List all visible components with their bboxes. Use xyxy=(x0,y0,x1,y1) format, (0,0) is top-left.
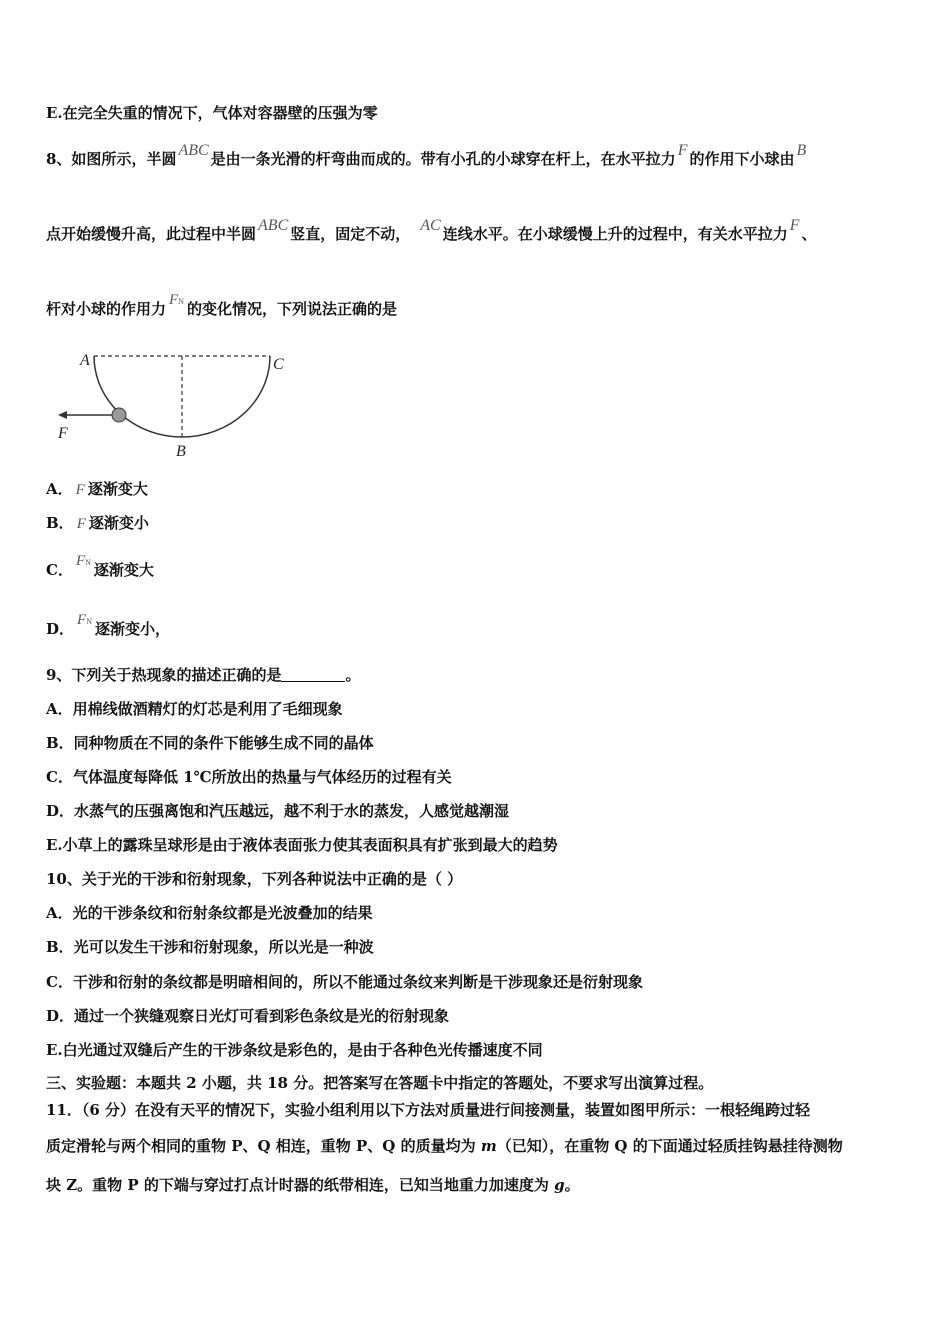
text: E.在完全失重的情况下，气体对容器壁的压强为零 xyxy=(46,104,378,122)
option-letter: C． xyxy=(46,561,73,579)
text: C．气体温度每降低 1℃所放出的热量与气体经历的过程有关 xyxy=(46,768,452,786)
text: 块 Z。重物 P 的下端与穿过打点计时器的纸带相连，已知当地重力加速度为 xyxy=(46,1176,555,1194)
var-m: m xyxy=(480,1137,497,1155)
math-fn xyxy=(169,292,184,308)
math-f: F xyxy=(789,217,800,234)
math-f: F xyxy=(677,142,688,159)
q11-line1 xyxy=(46,1100,810,1120)
q10-option-b xyxy=(46,937,374,957)
label-f: F xyxy=(58,425,68,442)
q8-stem-line2 xyxy=(46,217,817,245)
text: 的变化情况，下列说法正确的是 xyxy=(186,300,397,318)
text: E.小草上的露珠呈球形是由于液体表面张力使其表面积具有扩张到最大的趋势 xyxy=(46,836,558,854)
option-letter: D． xyxy=(46,620,75,638)
math-fn xyxy=(76,553,91,569)
text: 、 xyxy=(801,225,817,243)
text: 三、实验题：本题共 2 小题，共 18 分。把答案写在答题卡中指定的答题处，不要求写出演算过程。 xyxy=(46,1074,714,1092)
option-letter: B． xyxy=(46,514,74,532)
text: C．干涉和衍射的条纹都是明暗相间的，所以不能通过条纹来判断是干涉现象还是衍射现象 xyxy=(46,973,643,991)
fn-main: F xyxy=(169,292,179,308)
q8-option-b xyxy=(46,513,149,534)
q10-option-d xyxy=(46,1006,449,1026)
text: 8、如图所示，半圆 xyxy=(46,150,177,168)
text: B．同种物质在不同的条件下能够生成不同的晶体 xyxy=(46,734,374,752)
math-fn xyxy=(77,612,92,628)
text: 9、下列关于热现象的描述正确的是 xyxy=(46,666,282,684)
q9-stem xyxy=(46,665,360,685)
q9-option-d xyxy=(46,801,509,821)
text: 逐渐变大 xyxy=(93,561,154,579)
text: D．通过一个狭缝观察日光灯可看到彩色条纹是光的衍射现象 xyxy=(46,1007,450,1025)
text: A．光的干涉条纹和衍射条纹都是光波叠加的结果 xyxy=(46,904,373,922)
fn-main: F xyxy=(77,612,87,628)
section-3-heading xyxy=(46,1073,713,1093)
text: 点开始缓慢升高，此过程中半圆 xyxy=(46,225,257,243)
text: 逐渐变小， xyxy=(94,620,170,638)
text: （已知），在重物 Q 的下面通过轻质挂钩悬挂待测物 xyxy=(496,1137,843,1155)
q8-option-a xyxy=(46,479,148,500)
q10-stem xyxy=(46,869,462,889)
text: D．水蒸气的压强离饱和汽压越远，越不利于水的蒸发，人感觉越潮湿 xyxy=(46,802,510,820)
text: 。 xyxy=(345,666,361,684)
text: E.白光通过双缝后产生的干涉条纹是彩色的，是由于各种色光传播速度不同 xyxy=(46,1041,543,1059)
semicircle-rod xyxy=(94,356,270,437)
q7-option-e xyxy=(46,103,378,123)
q9-option-c xyxy=(46,767,452,787)
text: 11．（6 分）在没有天平的情况下，实验小组利用以下方法对质量进行间接测量，装置如图甲所示：一根轻绳跨过轻 xyxy=(46,1101,811,1119)
q11-line3 xyxy=(46,1175,580,1195)
text: 逐渐变大 xyxy=(87,480,148,498)
q9-option-a xyxy=(46,699,343,719)
q11-line2 xyxy=(46,1136,843,1156)
q10-option-a xyxy=(46,903,373,923)
text: 10、关于光的干涉和衍射现象，下列各种说法中正确的是（ ） xyxy=(46,870,463,888)
arrow-head xyxy=(58,411,67,419)
text: 。 xyxy=(564,1176,580,1194)
text: 的作用下小球由 xyxy=(689,150,795,168)
label-a: A xyxy=(80,352,90,369)
math-abc: ABC xyxy=(178,142,209,159)
q8-option-d xyxy=(46,612,170,642)
fn-sub: N xyxy=(178,297,184,306)
label-b: B xyxy=(176,443,186,460)
text: 逐渐变小 xyxy=(88,514,149,532)
text: A．用棉线做酒精灯的灯芯是利用了毛细现象 xyxy=(46,700,343,718)
q8-stem-line1 xyxy=(46,142,808,170)
math-b: B xyxy=(796,142,807,159)
math-f: F xyxy=(75,482,85,498)
text: 质定滑轮与两个相同的重物 P、Q 相连，重物 P、Q 的质量均为 xyxy=(46,1137,481,1155)
answer-blank xyxy=(281,667,345,682)
q10-option-e xyxy=(46,1040,543,1060)
text: 杆对小球的作用力 xyxy=(46,300,167,318)
semicircle-figure xyxy=(50,345,300,465)
text: 连线水平。在小球缓慢上升的过程中，有关水平拉力 xyxy=(442,225,788,243)
q10-option-c xyxy=(46,972,643,992)
option-letter: A． xyxy=(46,480,73,498)
fn-main: F xyxy=(75,553,86,569)
text: 是由一条光滑的杆弯曲而成的。带有小孔的小球穿在杆上，在水平拉力 xyxy=(210,150,676,168)
text: 竖直，固定不动， xyxy=(290,225,411,243)
math-f: F xyxy=(76,516,86,532)
label-c: C xyxy=(273,356,284,373)
q8-stem-line3 xyxy=(46,292,397,322)
math-abc: ABC xyxy=(258,217,289,234)
ball xyxy=(112,408,126,422)
q8-option-c xyxy=(46,553,154,583)
var-g: g xyxy=(554,1176,565,1194)
fn-sub: N xyxy=(85,558,91,567)
q9-option-b xyxy=(46,733,374,753)
text: B．光可以发生干涉和衍射现象，所以光是一种波 xyxy=(46,938,374,956)
q9-option-e xyxy=(46,835,558,855)
fn-sub: N xyxy=(86,617,92,626)
math-ac: AC xyxy=(420,217,441,234)
